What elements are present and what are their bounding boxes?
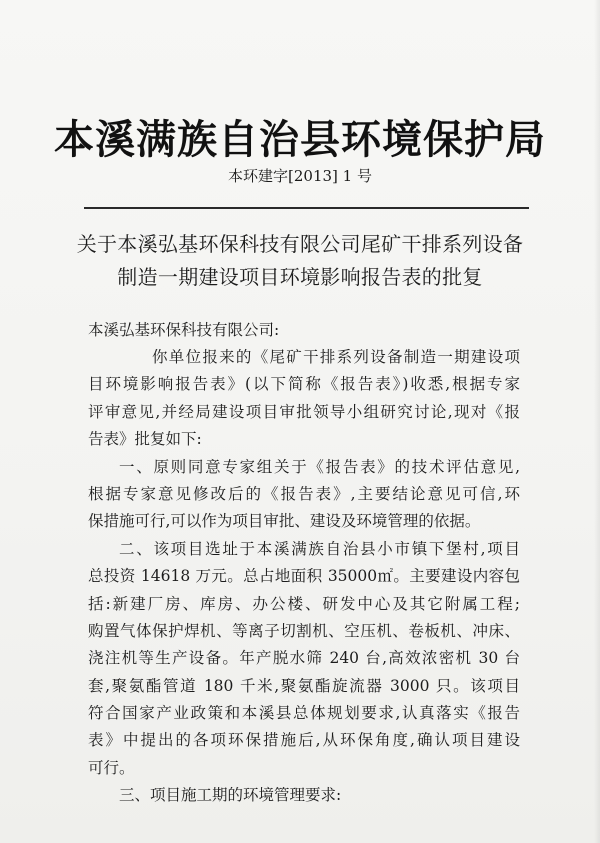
body-line: 根据专家意见修改后的《报告表》,主要结论意见可信,环: [88, 484, 520, 503]
body-line: 可行。: [88, 758, 135, 777]
body-line: 你单位报来的《尾矿干排系列设备制造一期建设项: [152, 348, 520, 366]
body-line: 浇注机等生产设备。年产脱水筛 240 台,高效浓密机 30 台: [88, 649, 520, 668]
body-line: 总投资 14618 万元。总占地面积 35000㎡。主要建设内容包: [88, 567, 520, 586]
body-line: 三、项目施工期的环境管理要求:: [119, 786, 342, 805]
document-number: 本环建字[2013] 1 号: [228, 167, 372, 185]
subject-line-1: 关于本溪弘基环保科技有限公司尾矿干排系列设备: [76, 232, 524, 256]
subject-line-2: 制造一期建设项目环境影响报告表的批复: [117, 265, 483, 289]
body-paragraphs: [88, 344, 520, 810]
body-line: 括:新建厂房、库房、办公楼、研发中心及其它附属工程;: [88, 594, 520, 613]
body-line: 表》中提出的各项环保措施后,从环保角度,确认项目建设: [88, 731, 520, 750]
body-line: 目环境影响报告表》(以下简称《报告表》)收悉,根据专家: [88, 375, 520, 394]
agency-title: 本溪满族自治县环境保护局: [54, 116, 546, 163]
scan-shadow: [594, 0, 600, 843]
body-line: 符合国家产业政策和本溪县总体规划要求,认真落实《报告: [88, 704, 520, 723]
header-divider: [84, 207, 529, 209]
body-line: 购置气体保护焊机、等离子切割机、空压机、卷板机、冲床、: [88, 621, 520, 640]
body-line: 评审意见,并经局建设项目审批领导小组研究讨论,现对《报: [88, 402, 520, 421]
body-line: 告表》批复如下:: [88, 430, 202, 449]
body-line: 套,聚氨酯管道 180 千米,聚氨酯旋流器 3000 只。该项目: [88, 676, 520, 695]
body-line: 保措施可行,可以作为项目审批、建设及环境管理的依据。: [88, 512, 481, 531]
salutation: 本溪弘基环保科技有限公司:: [88, 321, 280, 339]
body-line: 二、该项目选址于本溪满族自治县小市镇下堡村,项目: [119, 539, 520, 558]
body-line: 一、原则同意专家组关于《报告表》的技术评估意见,: [119, 457, 520, 476]
